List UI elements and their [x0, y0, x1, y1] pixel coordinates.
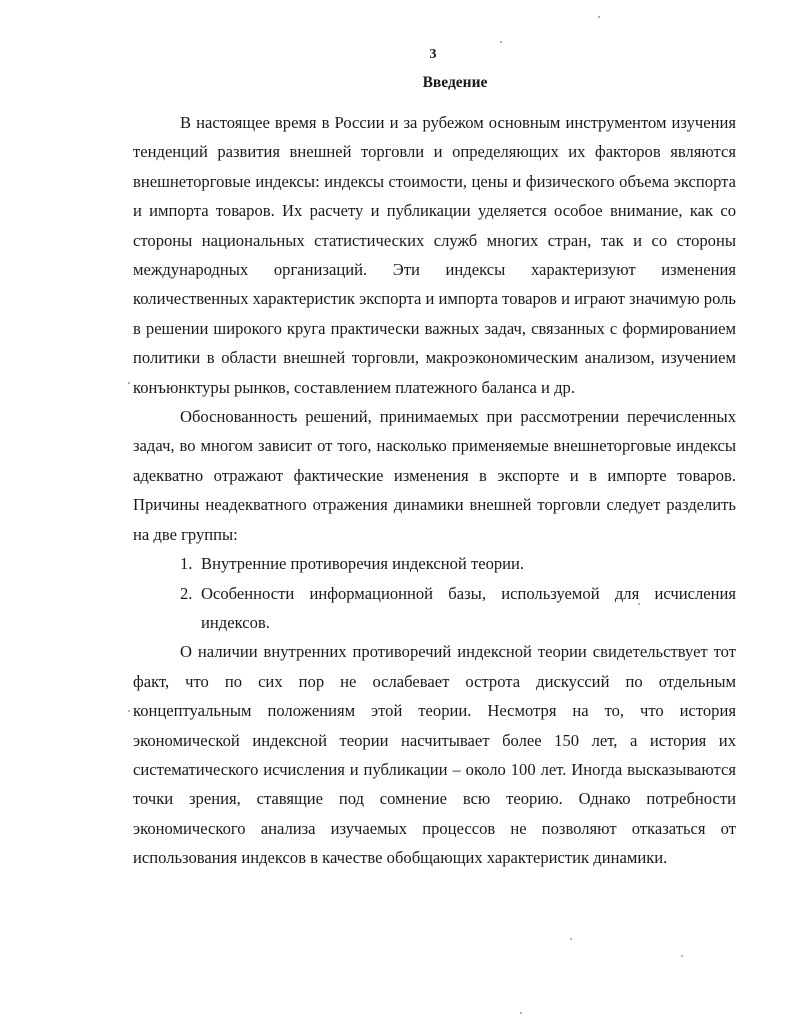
- list-item-number: 2.: [180, 583, 193, 603]
- list-item-text: Особенности информационной базы, используемой для исчисления индексов.: [201, 583, 736, 632]
- scan-speck: [638, 603, 640, 605]
- list-item: [133, 549, 736, 578]
- scan-speck: [128, 710, 130, 712]
- scan-speck: [598, 16, 600, 18]
- scan-speck: [128, 382, 130, 384]
- scan-speck: [500, 41, 502, 43]
- paragraph-intro: В настоящее время в России и за рубежом основным инструментом изучения тенденций развития внешней торговли и определяющих их факторов являются внешнеторговые индексы: индексы стоимости, цены и физического объема экспорта и импорта товаров. Их расчету и публикации уделяется особое внимание, как со стороны национальных статистических служб многих стран, так и со стороны международных организаций. Эти индексы характеризуют изменения количественных характеристик экспорта и импорта товаров и играют значимую роль в решении широкого круга практически важных задач, связанных с формированием политики в области внешней торговли, макроэкономическим анализом, изучением конъюнктуры рынков, составлением платежного баланса и др.: [133, 113, 736, 397]
- list-item-number: 1.: [180, 554, 193, 574]
- reasons-list: [133, 549, 736, 637]
- page-title: Введение: [422, 74, 488, 91]
- scan-speck: [681, 955, 683, 957]
- scan-speck: [570, 938, 572, 940]
- scan-speck: [520, 1012, 522, 1014]
- page-number: 3: [429, 47, 437, 62]
- document-body: [133, 108, 736, 873]
- list-item-text: Внутренние противоречия индексной теории.: [201, 554, 525, 574]
- paragraph-reasons: Обоснованность решений, принимаемых при рассмотрении перечисленных задач, во многом зависит от того, насколько применяемые внешнеторговые индексы адекватно отражают фактические изменения в экспорте и в импорте товаров. Причины неадекватного отражения динамики внешней торговли следует разделить на две группы:: [133, 407, 736, 544]
- paragraph-theory: О наличии внутренних противоречий индексной теории свидетельствует тот факт, что по сих пор не ослабевает острота дискуссий по отдельным концептуальным положениям этой теории. Несмотря на то, что история экономической индексной теории насчитывает более 150 лет, а история их систематического исчисления и публикации – около 100 лет. Иногда высказываются точки зрения, ставящие под сомнение всю теорию. Однако потребности экономического анализа изучаемых процессов не позволяют отказаться от использования индексов в качестве обобщающих характеристик динамики.: [133, 642, 736, 868]
- list-item: [133, 579, 736, 638]
